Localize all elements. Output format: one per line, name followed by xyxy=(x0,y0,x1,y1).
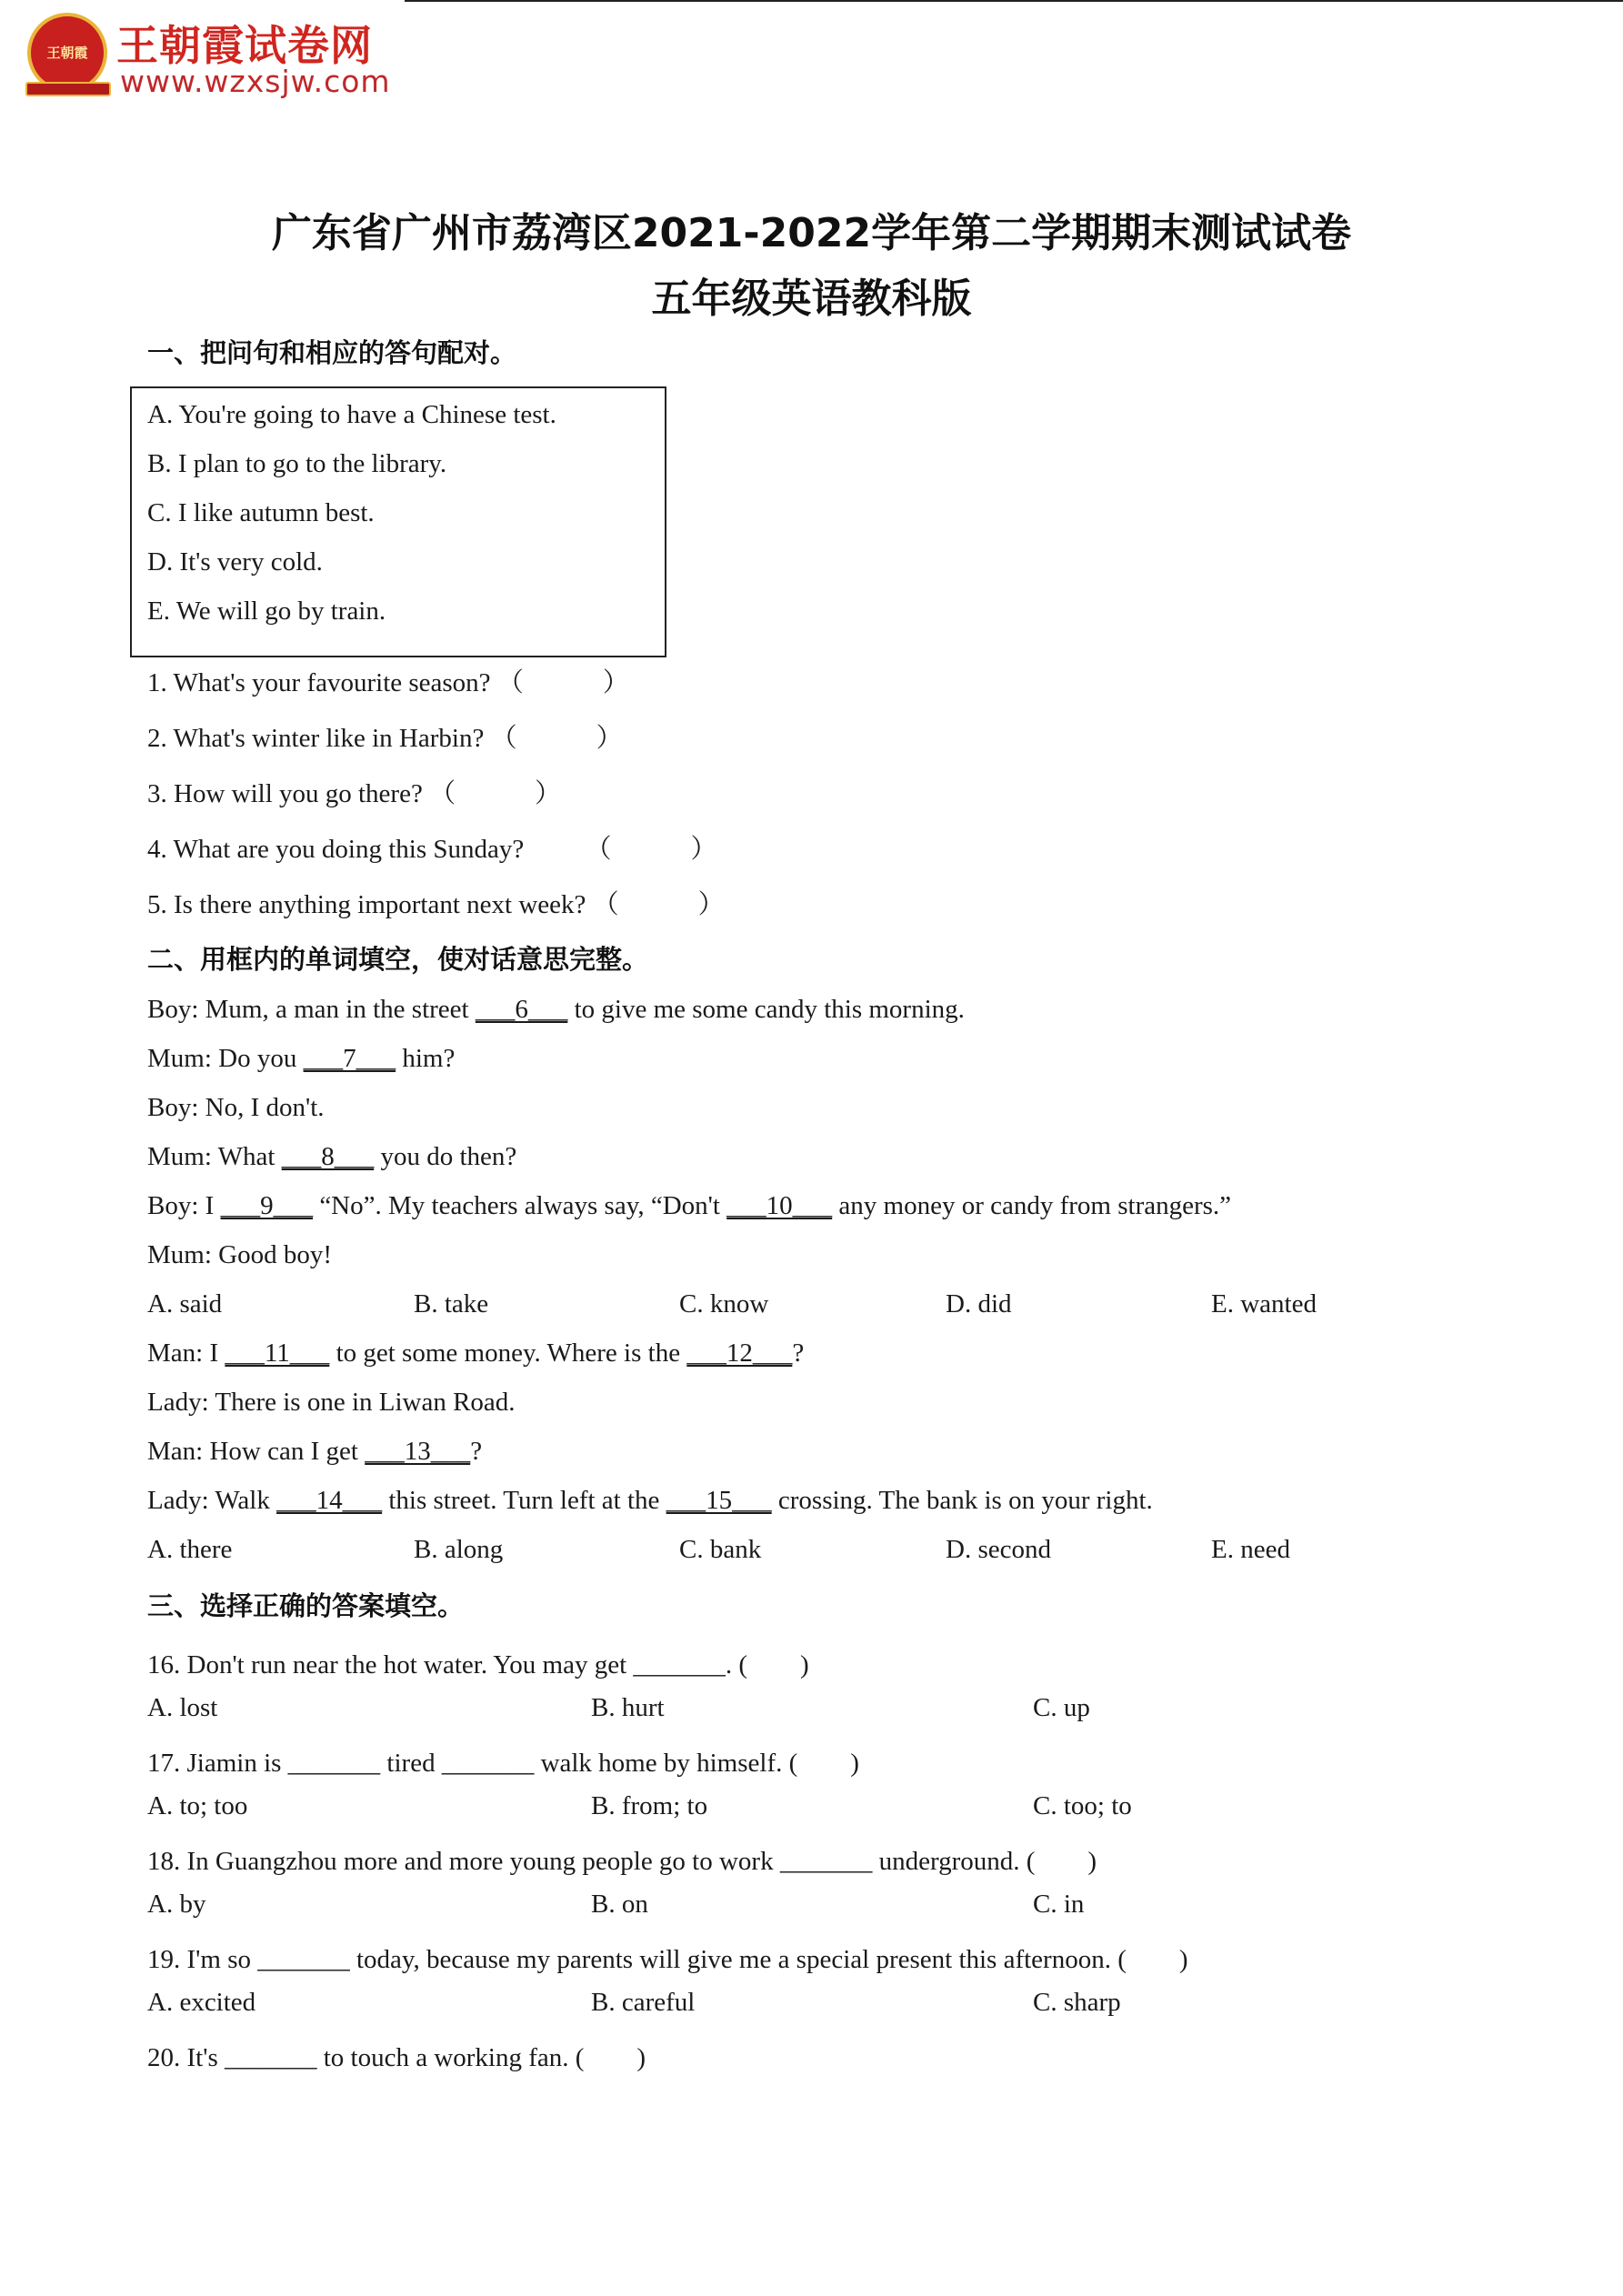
choice-b[interactable]: B. from; to xyxy=(591,1791,708,1820)
part3-heading: 三、选择正确的答案填空。 xyxy=(147,1590,465,1621)
blank-8[interactable]: ___8___ xyxy=(281,1142,375,1171)
word-option: C. know xyxy=(679,1289,769,1318)
question-4 xyxy=(147,828,717,866)
choice-a[interactable]: A. excited xyxy=(147,1988,256,2017)
word-option: D. did xyxy=(946,1289,1012,1318)
question-3 xyxy=(147,773,561,810)
text: Mum: What xyxy=(147,1142,276,1171)
question-16: 16. Don't run near the hot water. You may get _______. ( ) xyxy=(147,1650,809,1679)
exam-title: 广东省广州市荔湾区2021-2022学年第二学期期末测试试卷 xyxy=(271,210,1352,256)
dialog2-line2: Lady: There is one in Liwan Road. xyxy=(147,1388,516,1417)
dialog1-line6: Mum: Good boy! xyxy=(147,1240,332,1269)
dialog2-line4 xyxy=(147,1486,1153,1516)
dialog2-line1 xyxy=(147,1338,804,1369)
question-text: 4. What are you doing this Sunday? xyxy=(147,835,525,864)
question-18: 18. In Guangzhou more and more young people go to work _______ underground. ( ) xyxy=(147,1847,1097,1876)
word-option: B. along xyxy=(414,1535,504,1564)
choice-c[interactable]: C. too; to xyxy=(1033,1791,1132,1820)
text: “No”. My teachers always say, “Don't xyxy=(319,1191,720,1220)
text: this street. Turn left at the xyxy=(388,1486,660,1515)
answer-paren[interactable]: （ ） xyxy=(490,724,623,753)
question-text: 3. How will you go there? xyxy=(147,779,423,808)
text: you do then? xyxy=(380,1142,517,1171)
question-2 xyxy=(147,717,623,755)
text: Man: How can I get xyxy=(147,1437,358,1466)
option-a: A. You're going to have a Chinese test. xyxy=(147,400,556,429)
blank-9[interactable]: ___9___ xyxy=(220,1191,314,1220)
question-text: 5. Is there anything important next week? xyxy=(147,890,586,919)
text: Man: I xyxy=(147,1338,219,1368)
dialog1-line4 xyxy=(147,1142,516,1172)
word-option: E. wanted xyxy=(1211,1289,1317,1318)
choice-a[interactable]: A. to; too xyxy=(147,1791,248,1820)
dialog1-line5 xyxy=(147,1191,1231,1221)
text: any money or candy from strangers.” xyxy=(838,1191,1232,1220)
blank-14[interactable]: ___14___ xyxy=(276,1486,383,1515)
blank-15[interactable]: ___15___ xyxy=(666,1486,772,1515)
text: him? xyxy=(402,1044,456,1073)
part1-heading: 一、把问句和相应的答句配对。 xyxy=(147,337,517,368)
header-rule xyxy=(405,0,1623,2)
logo-ribbon xyxy=(25,82,111,96)
blank-7[interactable]: ___7___ xyxy=(303,1044,396,1073)
blank-6[interactable]: ___6___ xyxy=(475,995,568,1024)
text: Mum: Do you xyxy=(147,1044,297,1073)
word-option: E. need xyxy=(1211,1535,1290,1564)
choice-a[interactable]: A. lost xyxy=(147,1693,218,1722)
question-20: 20. It's _______ to touch a working fan. ( ) xyxy=(147,2043,646,2072)
text: crossing. The bank is on your right. xyxy=(777,1486,1153,1515)
dialog1-line2 xyxy=(147,1044,455,1074)
dialog1-line3: Boy: No, I don't. xyxy=(147,1093,325,1122)
dialog1-line1 xyxy=(147,995,965,1025)
option-e: E. We will go by train. xyxy=(147,597,386,626)
choice-b[interactable]: B. on xyxy=(591,1890,648,1919)
answer-paren[interactable]: （ ） xyxy=(585,835,717,864)
choice-b[interactable]: B. hurt xyxy=(591,1693,665,1722)
blank-11[interactable]: ___11___ xyxy=(225,1338,330,1368)
answer-paren[interactable]: （ ） xyxy=(592,890,725,919)
blank-10[interactable]: ___10___ xyxy=(726,1191,833,1220)
dialog2-line3 xyxy=(147,1437,482,1467)
text: to get some money. Where is the xyxy=(336,1338,681,1368)
option-c: C. I like autumn best. xyxy=(147,498,375,527)
option-d: D. It's very cold. xyxy=(147,547,323,577)
text: Boy: I xyxy=(147,1191,215,1220)
blank-12[interactable]: ___12___ xyxy=(686,1338,793,1368)
brand-url: www.wzxsjw.com xyxy=(120,64,391,99)
choice-c[interactable]: C. sharp xyxy=(1033,1988,1121,2017)
brand-header xyxy=(25,11,407,100)
word-option: B. take xyxy=(414,1289,489,1318)
choice-b[interactable]: B. careful xyxy=(591,1988,696,2017)
choice-c[interactable]: C. up xyxy=(1033,1693,1090,1722)
question-1 xyxy=(147,662,629,699)
text: ? xyxy=(792,1338,805,1368)
text: Boy: Mum, a man in the street xyxy=(147,995,469,1024)
blank-13[interactable]: ___13___ xyxy=(365,1437,471,1466)
brand-name: 王朝霞试卷网 xyxy=(116,21,373,70)
choice-c[interactable]: C. in xyxy=(1033,1890,1085,1919)
question-17: 17. Jiamin is _______ tired _______ walk home by himself. ( ) xyxy=(147,1749,859,1778)
text: to give me some candy this morning. xyxy=(574,995,965,1024)
answer-paren[interactable]: （ ） xyxy=(496,668,629,697)
answer-paren[interactable]: （ ） xyxy=(429,779,562,808)
logo-text: 王朝霞 xyxy=(46,45,88,61)
question-5 xyxy=(147,884,725,921)
choice-a[interactable]: A. by xyxy=(147,1890,206,1919)
word-option: C. bank xyxy=(679,1535,762,1564)
part2-heading: 二、用框内的单词填空，使对话意思完整。 xyxy=(147,944,649,975)
brand-logo xyxy=(27,13,107,93)
word-option: D. second xyxy=(946,1535,1051,1564)
text: Lady: Walk xyxy=(147,1486,270,1515)
word-option: A. said xyxy=(147,1289,223,1318)
question-text: 1. What's your favourite season? xyxy=(147,668,491,697)
text: ? xyxy=(470,1437,483,1466)
word-option: A. there xyxy=(147,1535,233,1564)
question-text: 2. What's winter like in Harbin? xyxy=(147,724,485,753)
option-b: B. I plan to go to the library. xyxy=(147,449,447,478)
question-19: 19. I'm so _______ today, because my parents will give me a special present this afternoon. ( ) xyxy=(147,1945,1188,1974)
exam-subtitle: 五年级英语教科版 xyxy=(651,276,972,322)
